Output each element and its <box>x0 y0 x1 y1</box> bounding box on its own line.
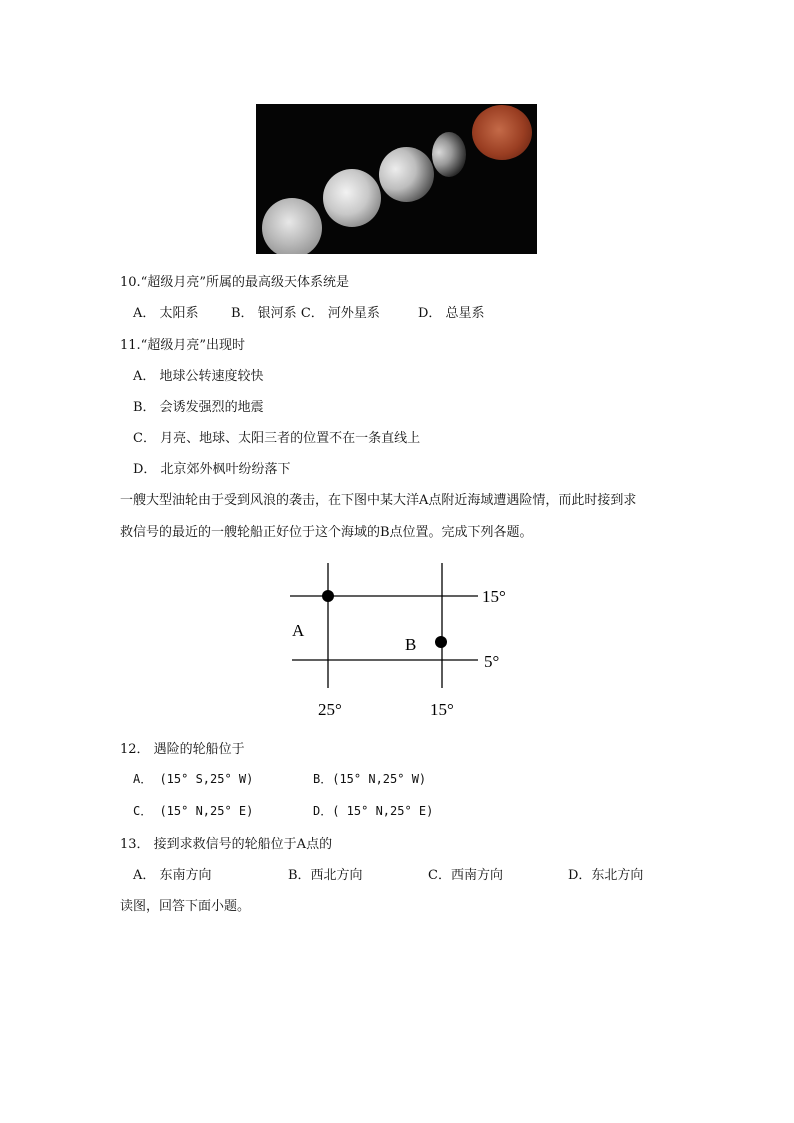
lunar-eclipse-photo <box>256 104 537 254</box>
q11-option-c: C． 月亮、地球、太阳三者的位置不在一条直线上 <box>133 431 421 446</box>
lon-right-label: 15° <box>430 700 454 719</box>
q12-option-c: C． (15° N,25° E) <box>133 804 254 818</box>
q13-option-c: C．西南方向 <box>428 868 503 883</box>
point-a-dot <box>322 590 334 602</box>
q10-stem: 10.“超级月亮”所属的最高级天体系统是 <box>120 275 349 290</box>
q12-option-b: B．(15° N,25° W) <box>313 772 427 786</box>
q11-stem: 11.“超级月亮”出现时 <box>120 338 245 353</box>
moon-phase-2 <box>323 169 381 227</box>
lat-lon-grid-diagram <box>280 558 520 723</box>
moon-phase-3 <box>379 147 434 202</box>
q11-option-b: B． 会诱发强烈的地震 <box>133 400 264 415</box>
moon-phase-4 <box>432 132 466 177</box>
q13-option-a: A． 东南方向 <box>133 868 212 883</box>
point-b-dot <box>435 636 447 648</box>
q11-option-a: A． 地球公转速度较快 <box>133 369 264 384</box>
passage-line-1: 一艘大型油轮由于受到风浪的袭击，在下图中某大洋A点附近海域遭遇险情，而此时接到求 <box>120 493 637 508</box>
q12-option-d: D．( 15° N,25° E) <box>313 804 434 818</box>
closing-instruction: 读图，回答下面小题。 <box>120 899 251 914</box>
q11-option-d: D． 北京郊外枫叶纷纷落下 <box>133 462 291 477</box>
moon-phase-1 <box>262 198 322 254</box>
lat-bottom-label: 5° <box>484 652 500 671</box>
q12-option-a: A． (15° S,25° W) <box>133 772 254 786</box>
q13-option-d: D．东北方向 <box>568 868 644 883</box>
q10-option-d: D． 总星系 <box>418 306 485 321</box>
q13-option-b: B．西北方向 <box>288 868 363 883</box>
q13-stem: 13． 接到求救信号的轮船位于A点的 <box>120 837 333 852</box>
point-a-label: A <box>292 621 305 640</box>
lat-top-label: 15° <box>482 587 506 606</box>
point-b-label: B <box>405 635 417 654</box>
lon-left-label: 25° <box>318 700 342 719</box>
passage-line-2: 救信号的最近的一艘轮船正好位于这个海域的B点位置。完成下列各题。 <box>120 525 533 540</box>
q10-option-b-c: B． 银河系 C． 河外星系 <box>231 306 380 321</box>
q10-option-a: A． 太阳系 <box>133 306 199 321</box>
moon-phase-5-red <box>472 105 532 160</box>
q12-stem: 12． 遇险的轮船位于 <box>120 742 245 757</box>
